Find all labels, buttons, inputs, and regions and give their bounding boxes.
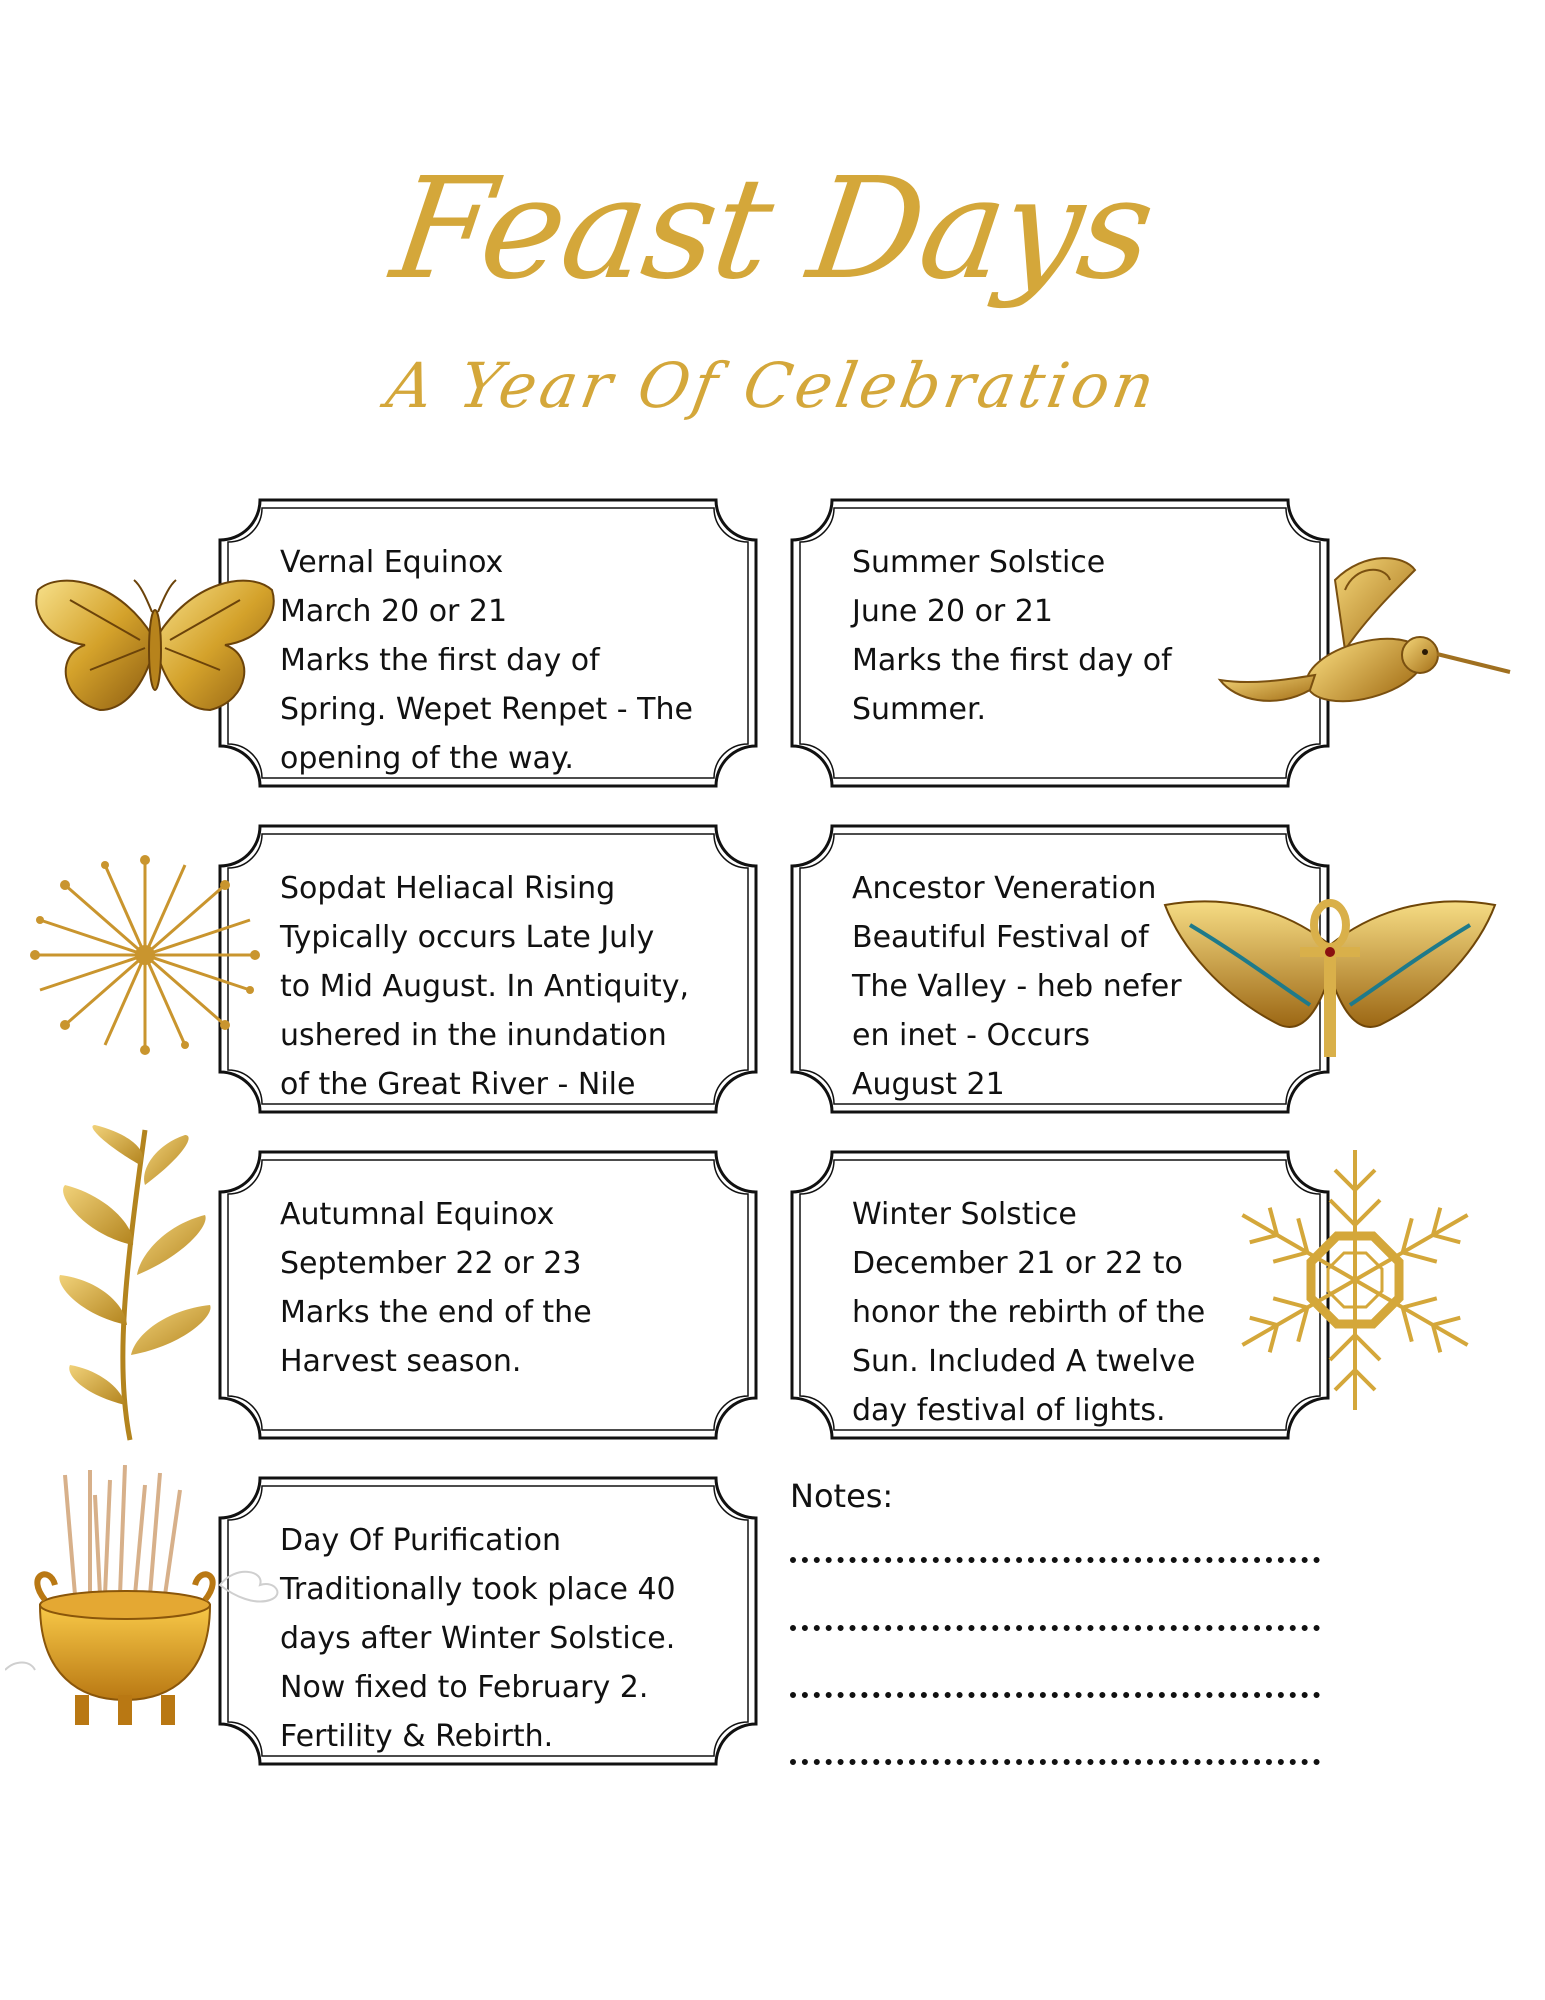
- card-line: Marks the first day of: [280, 643, 600, 678]
- card-line: opening of the way.: [280, 741, 574, 776]
- card-line: Sun. Included A twelve: [852, 1344, 1196, 1379]
- card-line: of the Great River - Nile: [280, 1067, 636, 1102]
- card-line: ushered in the inundation: [280, 1018, 667, 1053]
- card-text: [280, 1190, 744, 1386]
- card-heading: Vernal Equinox: [280, 545, 504, 580]
- card-autumnal-equinox: [218, 1150, 758, 1440]
- card-vernal-equinox: [218, 498, 758, 788]
- notes-label: Notes:: [790, 1477, 894, 1515]
- card-line: Beautiful Festival of: [852, 920, 1149, 955]
- page-subtitle: A Year Of Celebration: [381, 349, 1164, 422]
- card-line: Now fixed to February 2.: [280, 1670, 649, 1705]
- card-line: honor the rebirth of the: [852, 1295, 1206, 1330]
- card-line: days after Winter Solstice.: [280, 1621, 676, 1656]
- snowflake-icon: [1225, 1140, 1485, 1420]
- card-line: Spring. Wepet Renpet - The: [280, 692, 693, 727]
- starburst-icon: [25, 855, 265, 1055]
- card-line: The Valley - heb nefer: [852, 969, 1182, 1004]
- notes-line[interactable]: [790, 1759, 1320, 1765]
- butterfly-icon: [30, 560, 280, 720]
- card-line: Summer.: [852, 692, 987, 727]
- card-heading: Winter Solstice: [852, 1197, 1077, 1232]
- notes-line[interactable]: [790, 1557, 1320, 1563]
- card-heading: Autumnal Equinox: [280, 1197, 555, 1232]
- card-line: August 21: [852, 1067, 1005, 1102]
- card-heading: Summer Solstice: [852, 545, 1106, 580]
- card-line: Fertility & Rebirth.: [280, 1719, 554, 1754]
- card-heading: Sopdat Heliacal Rising: [280, 871, 616, 906]
- card-sopdat-heliacal-rising: [218, 824, 758, 1114]
- card-line: June 20 or 21: [852, 594, 1053, 629]
- card-text: [280, 1516, 744, 1761]
- card-line: day festival of lights.: [852, 1393, 1166, 1428]
- card-line: Marks the first day of: [852, 643, 1172, 678]
- card-day-of-purification: [218, 1476, 758, 1766]
- card-line: Traditionally took place 40: [280, 1572, 676, 1607]
- card-line: en inet - Occurs: [852, 1018, 1091, 1053]
- card-heading: Ancestor Veneration: [852, 871, 1157, 906]
- card-line: Typically occurs Late July: [280, 920, 655, 955]
- notes-line[interactable]: [790, 1692, 1320, 1698]
- card-text: [280, 538, 744, 783]
- card-line: to Mid August. In Antiquity,: [280, 969, 689, 1004]
- card-heading: Day Of Purification: [280, 1523, 561, 1558]
- card-line: Marks the end of the: [280, 1295, 592, 1330]
- card-line: December 21 or 22 to: [852, 1246, 1183, 1281]
- card-text: [280, 864, 744, 1109]
- card-line: March 20 or 21: [280, 594, 508, 629]
- hummingbird-icon: [1215, 550, 1515, 740]
- winged-ankh-icon: [1160, 885, 1500, 1065]
- card-line: Harvest season.: [280, 1344, 522, 1379]
- page-title: Feast Days: [383, 148, 1162, 311]
- leaf-branch-icon: [45, 1125, 225, 1445]
- notes-line[interactable]: [790, 1625, 1320, 1631]
- card-line: September 22 or 23: [280, 1246, 582, 1281]
- incense-burner-icon: [5, 1465, 290, 1735]
